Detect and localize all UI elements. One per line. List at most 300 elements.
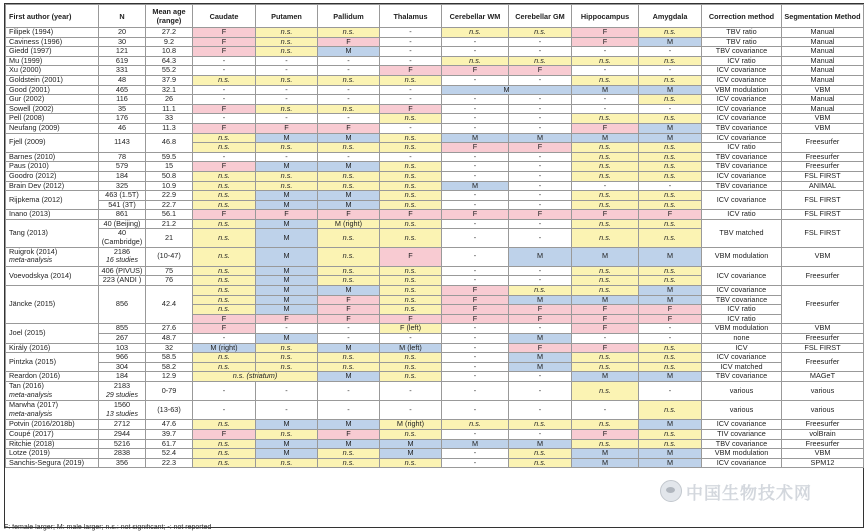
region-result-cell: M <box>256 286 318 296</box>
author-cell <box>6 162 99 172</box>
region-result-cell: F <box>442 286 509 296</box>
region-result-cell: - <box>380 401 442 420</box>
region-result-cell: - <box>572 401 639 420</box>
correction-method-cell: ICV covariance <box>702 191 782 210</box>
sample-size: 356 <box>115 458 129 467</box>
mean-age-cell: 59.5 <box>146 152 193 162</box>
region-result-cell: F <box>442 210 509 220</box>
region-result-cell: - <box>442 429 509 439</box>
table-row <box>6 56 864 66</box>
correction-method-cell: ICV <box>702 343 782 353</box>
region-result-cell: M <box>318 439 380 449</box>
sample-size-cell <box>99 133 146 152</box>
region-result-cell: - <box>509 75 572 85</box>
region-result-cell: n.s. <box>572 219 639 229</box>
header-cerebellar-wm: Cerebellar WM <box>442 5 509 28</box>
correction-method-cell: ICV covariance <box>702 75 782 85</box>
region-result-cell: - <box>572 66 639 76</box>
region-result-cell: n.s. <box>380 276 442 286</box>
region-result-cell: n.s. <box>442 56 509 66</box>
correction-method-cell: TBV covariance <box>702 295 782 305</box>
segmentation-method-cell: SPM12 <box>782 458 864 468</box>
region-result-cell: n.s. <box>639 362 702 372</box>
region-result-cell: M <box>318 47 380 57</box>
author-cell <box>6 401 99 420</box>
sample-size-cell <box>99 353 146 363</box>
sample-size-cell <box>99 200 146 210</box>
region-result-cell: M <box>318 343 380 353</box>
region-result-cell: n.s. <box>318 362 380 372</box>
sample-size: 541 (3T) <box>108 200 136 209</box>
region-result-cell: n.s. <box>318 247 380 266</box>
region-result-cell: - <box>442 401 509 420</box>
region-result-cell: n.s. <box>318 171 380 181</box>
region-result-cell: M <box>572 372 639 382</box>
region-result-cell: - <box>509 219 572 229</box>
region-result-cell: - <box>256 85 318 95</box>
region-result-cell: n.s. <box>318 181 380 191</box>
table-row <box>6 401 864 420</box>
mean-age-cell: 61.7 <box>146 439 193 449</box>
correction-method-cell: TBV matched <box>702 219 782 247</box>
sample-size-subtitle: 16 studies <box>106 257 138 265</box>
region-result-cell: M <box>256 229 318 247</box>
sample-size: 267 <box>115 333 129 342</box>
region-result-cell: M <box>256 162 318 172</box>
author-name: Inano (2013) <box>9 209 51 219</box>
region-result-cell: n.s. <box>380 458 442 468</box>
region-result-cell: n.s. <box>256 181 318 191</box>
sample-size-cell <box>99 439 146 449</box>
region-result-cell: M <box>256 266 318 276</box>
region-result-cell: M <box>572 295 639 305</box>
mean-age-cell: 9.2 <box>146 37 193 47</box>
author-name: Voevodskya (2014) <box>9 270 72 280</box>
author-cell <box>6 181 99 191</box>
region-result-cell: M <box>509 439 572 449</box>
region-result-cell: n.s. <box>639 75 702 85</box>
region-result-cell: n.s. <box>318 28 380 38</box>
author-cell <box>6 66 99 76</box>
region-result-cell: - <box>193 95 256 105</box>
segmentation-method-cell: VBM <box>782 247 864 266</box>
correction-method-cell: VBM modulation <box>702 85 782 95</box>
sample-size-cell <box>99 429 146 439</box>
region-result-cell: - <box>639 381 702 400</box>
region-result-cell: - <box>639 47 702 57</box>
region-result-cell: n.s. <box>256 429 318 439</box>
table-row <box>6 449 864 459</box>
region-result-cell: n.s. <box>639 229 702 247</box>
region-result-cell: n.s. <box>572 381 639 400</box>
region-result-cell: M <box>256 295 318 305</box>
region-result-cell: M <box>318 420 380 430</box>
header-caudate: Caudate <box>193 5 256 28</box>
region-result-cell: n.s. <box>639 219 702 229</box>
region-result-cell: - <box>639 324 702 334</box>
sample-size-cell <box>99 95 146 105</box>
mean-age-cell: 33 <box>146 114 193 124</box>
region-result-cell: M <box>509 353 572 363</box>
author-cell <box>6 343 99 353</box>
region-result-cell: F <box>193 324 256 334</box>
region-result-cell: n.s. <box>639 28 702 38</box>
region-result-cell: n.s. <box>193 458 256 468</box>
region-result-cell: n.s. <box>572 362 639 372</box>
region-result-cell: n.s. <box>380 143 442 153</box>
region-result-cell: - <box>318 85 380 95</box>
region-result-cell: - <box>639 334 702 344</box>
sample-size-cell <box>99 401 146 420</box>
mean-age-cell: 15 <box>146 162 193 172</box>
region-result-cell: M <box>380 439 442 449</box>
sample-size: 855 <box>115 323 129 333</box>
segmentation-method-cell: Freesurfer <box>782 152 864 162</box>
region-result-cell: n.s. <box>256 47 318 57</box>
region-result-cell: n.s. <box>318 143 380 153</box>
author-cell <box>6 85 99 95</box>
region-result-cell: n.s. <box>193 143 256 153</box>
region-result-cell: - <box>509 152 572 162</box>
mean-age-cell: 64.3 <box>146 56 193 66</box>
segmentation-method-cell: Freesurfer <box>782 439 864 449</box>
region-result-cell: - <box>442 458 509 468</box>
region-result-cell: F <box>380 210 442 220</box>
region-result-cell: M <box>442 133 509 143</box>
region-result-cell: M <box>639 449 702 459</box>
region-result-cell: F <box>639 305 702 315</box>
region-result-cell: n.s. <box>318 266 380 276</box>
sample-size-cell <box>99 343 146 353</box>
sample-size: 465 <box>115 85 129 94</box>
segmentation-method-cell: VBM <box>782 123 864 133</box>
region-result-cell: F <box>256 314 318 324</box>
mean-age-cell: 56.1 <box>146 210 193 220</box>
region-result-cell: - <box>442 334 509 344</box>
region-result-cell: n.s. <box>639 200 702 210</box>
correction-method-cell: ICV covariance <box>702 420 782 430</box>
study-table-sheet <box>4 3 864 528</box>
segmentation-method-cell: Manual <box>782 95 864 105</box>
region-result-cell: M <box>256 191 318 201</box>
segmentation-method-cell: Freesurfer <box>782 133 864 152</box>
region-result-cell: M <box>509 362 572 372</box>
sample-size: 184 <box>115 171 129 180</box>
region-result-cell: F <box>442 305 509 315</box>
region-result-cell: - <box>572 104 639 114</box>
author-name: Reardon (2016) <box>9 371 61 381</box>
region-result-cell: n.s. <box>380 133 442 143</box>
region-result-cell: - <box>256 56 318 66</box>
region-result-cell: M (right) <box>193 343 256 353</box>
region-result-cell: n.s. <box>256 75 318 85</box>
region-result-cell: M <box>256 276 318 286</box>
author-name: Ruigrok (2014) <box>9 247 58 256</box>
mean-age-cell: 10.9 <box>146 181 193 191</box>
region-result-cell: - <box>318 114 380 124</box>
region-result-cell: M <box>509 247 572 266</box>
region-result-cell: n.s. (striatum) <box>193 372 318 382</box>
segmentation-method-cell: Freesurfer <box>782 266 864 285</box>
region-result-cell: - <box>442 276 509 286</box>
author-name: Goodro (2012) <box>9 171 57 180</box>
region-result-cell: F <box>442 314 509 324</box>
region-result-cell: n.s. <box>193 276 256 286</box>
region-result-cell: M <box>256 305 318 315</box>
region-result-cell: n.s. <box>380 286 442 296</box>
sample-size-cell <box>99 420 146 430</box>
region-result-cell: - <box>442 372 509 382</box>
region-result-cell: - <box>509 324 572 334</box>
segmentation-method-cell: Manual <box>782 28 864 38</box>
correction-method-cell: ICV ratio <box>702 314 782 324</box>
author-cell <box>6 210 99 220</box>
region-result-cell: - <box>442 219 509 229</box>
correction-method-cell: ICV covariance <box>702 286 782 296</box>
region-result-cell: n.s. <box>639 95 702 105</box>
sample-size: 406 (PIVUS) <box>101 266 143 275</box>
header-row <box>6 5 864 28</box>
header-n: N <box>99 5 146 28</box>
author-name: Marwha (2017) <box>9 400 59 410</box>
segmentation-method-cell: Freesurfer <box>782 334 864 344</box>
sample-size: 116 <box>116 94 128 104</box>
region-result-cell: n.s. <box>318 276 380 286</box>
region-result-cell: M <box>509 295 572 305</box>
region-result-cell: n.s. <box>442 420 509 430</box>
region-result-cell: n.s. <box>509 458 572 468</box>
region-result-cell: - <box>509 372 572 382</box>
segmentation-method-cell: volBrain <box>782 429 864 439</box>
region-result-cell: - <box>442 104 509 114</box>
author-subtitle: meta-analysis <box>9 391 53 399</box>
region-result-cell: - <box>572 47 639 57</box>
author-name: Good (2001) <box>9 85 50 94</box>
sample-size-cell <box>99 37 146 47</box>
region-result-cell: n.s. <box>380 362 442 372</box>
sample-size-cell <box>99 114 146 124</box>
table-row <box>6 343 864 353</box>
region-result-cell: - <box>509 266 572 276</box>
segmentation-method-cell: Manual <box>782 47 864 57</box>
mean-age-cell: 10.8 <box>146 47 193 57</box>
region-result-cell: n.s. <box>193 247 256 266</box>
correction-method-cell: TBV ratio <box>702 37 782 47</box>
author-cell <box>6 56 99 66</box>
region-result-cell: - <box>318 56 380 66</box>
header-pallidum: Pallidum <box>318 5 380 28</box>
region-result-cell: n.s. <box>572 191 639 201</box>
region-result-cell: F <box>318 295 380 305</box>
author-cell <box>6 219 99 247</box>
region-result-cell: n.s. <box>639 56 702 66</box>
region-result-cell: M <box>318 372 380 382</box>
sample-size-cell <box>99 123 146 133</box>
sample-size: 40 (Cambridge) <box>101 228 143 247</box>
region-result-cell: n.s. <box>572 162 639 172</box>
mean-age-cell: 55.2 <box>146 66 193 76</box>
region-result-cell: M <box>639 247 702 266</box>
region-result-cell: n.s. <box>380 266 442 276</box>
region-result-cell: n.s. <box>509 420 572 430</box>
sample-size: 331 <box>115 65 129 75</box>
region-result-cell: n.s. <box>509 56 572 66</box>
legend-footnote: F: female larger; M: male larger; n.s.: not significant; -: not reported <box>4 524 212 531</box>
mean-age-cell: 50.8 <box>146 171 193 181</box>
region-result-cell: F <box>572 324 639 334</box>
sample-size: 20 <box>117 27 127 36</box>
sample-size: 966 <box>115 352 129 362</box>
author-cell <box>6 449 99 459</box>
region-result-cell: - <box>193 85 256 95</box>
region-result-cell: n.s. <box>572 75 639 85</box>
author-cell <box>6 191 99 210</box>
region-result-cell: F <box>572 305 639 315</box>
region-result-cell: - <box>318 152 380 162</box>
region-result-cell: M <box>639 37 702 47</box>
author-name: Jäncke (2015) <box>9 299 56 309</box>
region-result-cell: - <box>509 401 572 420</box>
author-name: Pintzka (2015) <box>9 356 57 366</box>
sample-size-cell <box>99 276 146 286</box>
region-result-cell: F <box>193 162 256 172</box>
region-result-cell: M <box>256 449 318 459</box>
region-result-cell: F <box>380 104 442 114</box>
region-result-cell: n.s. <box>193 266 256 276</box>
region-result-cell: n.s. <box>380 353 442 363</box>
region-result-cell: F <box>639 210 702 220</box>
region-result-cell: - <box>442 449 509 459</box>
region-result-cell: n.s. <box>509 286 572 296</box>
sample-size-cell <box>99 229 146 247</box>
mean-age-cell: 21 <box>146 229 193 247</box>
region-result-cell: n.s. <box>509 449 572 459</box>
region-result-cell: M <box>256 439 318 449</box>
region-result-cell: M <box>509 133 572 143</box>
sample-size-cell <box>99 362 146 372</box>
segmentation-method-cell: FSL FIRST <box>782 191 864 210</box>
region-result-cell: n.s. <box>193 439 256 449</box>
region-result-cell: n.s. <box>572 439 639 449</box>
author-cell <box>6 439 99 449</box>
region-result-cell: n.s. <box>256 104 318 114</box>
author-name: Barnes (2010) <box>9 152 56 161</box>
region-result-cell: F <box>256 210 318 220</box>
region-result-cell: - <box>572 334 639 344</box>
region-result-cell: n.s. <box>639 191 702 201</box>
sample-size-cell <box>99 104 146 114</box>
region-result-cell: M <box>256 247 318 266</box>
region-result-cell: F <box>380 314 442 324</box>
region-result-cell: - <box>193 66 256 76</box>
sample-size-cell <box>99 219 146 229</box>
sample-size-cell <box>99 449 146 459</box>
region-result-cell: n.s. <box>193 181 256 191</box>
mean-age-cell: 27.2 <box>146 28 193 38</box>
region-result-cell: M <box>572 458 639 468</box>
region-result-cell: - <box>442 75 509 85</box>
sample-size: 5216 <box>113 439 131 448</box>
table-row <box>6 353 864 363</box>
sample-size: 463 (1.5T) <box>105 190 139 200</box>
region-result-cell: - <box>509 229 572 247</box>
region-result-cell: n.s. <box>256 343 318 353</box>
region-result-cell: n.s. <box>318 75 380 85</box>
region-result-cell: - <box>380 28 442 38</box>
author-name: Coupé (2017) <box>9 429 54 438</box>
region-result-cell: n.s. <box>572 229 639 247</box>
author-cell <box>6 372 99 382</box>
author-name: Rijpkema (2012) <box>9 194 63 204</box>
header-correction-method: Correction method <box>702 5 782 28</box>
sample-size: 103 <box>115 343 129 352</box>
correction-method-cell: TBV covariance <box>702 372 782 382</box>
table-row <box>6 266 864 276</box>
region-result-cell: F <box>318 37 380 47</box>
mean-age-cell: 47.6 <box>146 420 193 430</box>
header-mean-age: Mean age (range) <box>146 5 193 28</box>
mean-age-cell: 27.6 <box>146 324 193 334</box>
table-row <box>6 191 864 201</box>
region-result-cell: - <box>442 152 509 162</box>
mean-age-cell: 21.2 <box>146 219 193 229</box>
region-result-cell: M (left) <box>380 343 442 353</box>
region-result-cell: F <box>572 343 639 353</box>
sample-size: 2944 <box>113 429 131 438</box>
region-result-cell: - <box>509 47 572 57</box>
table-row <box>6 133 864 143</box>
region-result-cell: - <box>256 114 318 124</box>
region-result-cell: - <box>509 104 572 114</box>
segmentation-method-cell: Manual <box>782 104 864 114</box>
author-name: Sowell (2002) <box>9 104 54 113</box>
segmentation-method-cell: FSL FIRST <box>782 171 864 181</box>
region-result-cell: F <box>572 37 639 47</box>
region-result-cell: - <box>509 37 572 47</box>
region-result-cell: - <box>509 162 572 172</box>
region-result-cell: - <box>380 152 442 162</box>
region-result-cell: - <box>509 381 572 400</box>
region-result-cell: n.s. <box>380 219 442 229</box>
region-result-cell: F <box>193 28 256 38</box>
author-name: Xu (2000) <box>9 65 42 75</box>
author-cell <box>6 37 99 47</box>
author-cell <box>6 133 99 152</box>
region-result-cell: F (left) <box>380 324 442 334</box>
region-result-cell: F <box>509 305 572 315</box>
region-result-cell: n.s. <box>380 75 442 85</box>
sample-size-cell <box>99 372 146 382</box>
table-row <box>6 362 864 372</box>
region-result-cell: - <box>256 324 318 334</box>
region-result-cell: M <box>442 181 509 191</box>
region-result-cell: - <box>639 66 702 76</box>
region-result-cell: n.s. <box>639 114 702 124</box>
region-result-cell: n.s. <box>380 171 442 181</box>
segmentation-method-cell: FSL FIRST <box>782 219 864 247</box>
author-cell <box>6 47 99 57</box>
region-result-cell: M <box>639 123 702 133</box>
table-row <box>6 47 864 57</box>
author-cell <box>6 114 99 124</box>
region-result-cell: F <box>380 247 442 266</box>
region-result-cell: - <box>442 353 509 363</box>
region-result-cell: n.s. <box>318 353 380 363</box>
sample-size: 1143 <box>114 137 130 147</box>
sample-size: 2186 <box>113 247 131 256</box>
region-result-cell: n.s. <box>380 114 442 124</box>
region-result-cell: F <box>193 429 256 439</box>
